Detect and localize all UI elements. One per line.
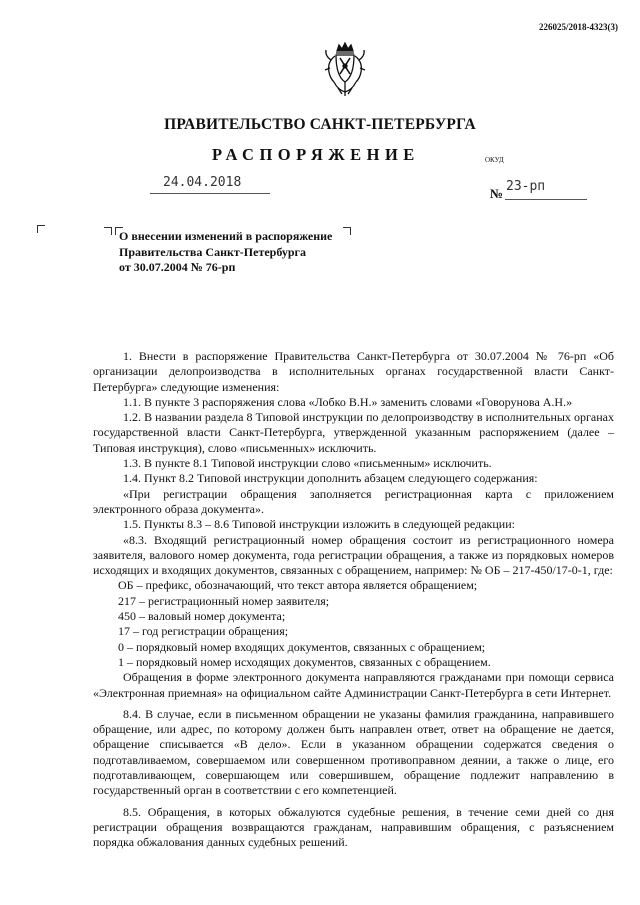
bracket-corner-mark (104, 227, 112, 235)
okud-label: ОКУД (485, 156, 504, 164)
document-number: 23-рп (506, 179, 546, 194)
subject-line: О внесении изменений в распоряжение (119, 229, 333, 243)
list-item: 0 – порядковый номер входящих документов, связанных с обращением; (118, 639, 486, 654)
document-body (93, 349, 614, 851)
list-item: 217 – регистрационный номер заявителя; (118, 593, 330, 608)
paragraph-1-2: 1.2. В названии раздела 8 Типовой инструкции по делопроизводству в исполнительных органах государственной власти Санкт-Петербурга, утвержденной указанным распоряжением (далее – Типовая инструкция), слово «письменных» исключить. (93, 410, 614, 455)
paragraph-8-3: «8.3. Входящий регистрационный номер обращения состоит из регистрационного номера заявителя, валового номер документа, года регистрации обращения, а также из порядковых номеров исходящих и входящих документов, связанных с обращением, например: № ОБ – 217-450/17-0-1, где: (93, 532, 614, 578)
document-date: 24.04.2018 (163, 175, 242, 190)
subject-line: Правительства Санкт-Петербурга (119, 244, 307, 259)
date-underline (150, 193, 270, 194)
paragraph-electronic-appeals: Обращения в форме электронного документа направляются гражданами при помощи сервиса «Электронная приемная» на официальном сайте Администрации Санкт-Петербурга в сети Интернет. (93, 670, 614, 700)
document-registration-number: 226025/2018-4323(3) (539, 22, 618, 32)
number-sign: № (490, 186, 504, 201)
paragraph-1-3: 1.3. В пункте 8.1 Типовой инструкции слово «письменным» исключить. (123, 456, 492, 471)
document-type-heading: РАСПОРЯЖЕНИЕ (212, 145, 420, 164)
document-subject (119, 229, 359, 276)
paragraph-1-1: 1.1. В пункте 3 распоряжения слова «Лобко В.Н.» заменить словами «Говорунова А.Н.» (123, 394, 573, 409)
paragraph-1-4-quote: «При регистрации обращения заполняется регистрационная карта с приложением электронного образа документа». (93, 486, 614, 516)
coat-of-arms-icon (322, 42, 368, 98)
subject-line: от 30.07.2004 № 76-рп (119, 260, 236, 274)
list-item: 17 – год регистрации обращения; (118, 624, 289, 639)
paragraph-1: 1. Внести в распоряжение Правительства Санкт-Петербурга от 30.07.2004 № 76-рп «Об организации делопроизводства в исполнительных органах государственной власти Санкт-Петербурга» следующие изменения: (93, 349, 614, 394)
list-item: 450 – валовый номер документа; (118, 609, 286, 624)
paragraph-8-5: 8.5. Обращения, в которых обжалуются судебные решения, в течение семи дней со дня регистрации обращения возвращаются гражданам, направившим обращения, с разъяснением порядка обжалования данных судебных решений. (93, 804, 614, 850)
paragraph-1-4: 1.4. Пункт 8.2 Типовой инструкции дополнить абзацем следующего содержания: (123, 471, 538, 486)
bracket-corner-mark (37, 225, 45, 233)
paragraph-8-4: 8.4. В случае, если в письменном обращении не указаны фамилия гражданина, направившего обращение, или адрес, по которому должен быть направлен ответ, ответ на обращение не дается, обращение списывается «В дело». Если в указанном обращении содержатся сведения о подготавливаемом, совершаемом или совершенном противоправном деянии, а также о лице, его подготавливающем, совершающем или совершившем, обращение подлежит направлению в государственный орган в соответствии с его компетенцией. (93, 706, 614, 798)
list-item: 1 – порядковый номер исходящих документов, связанных с обращением. (118, 654, 491, 669)
government-title: ПРАВИТЕЛЬСТВО САНКТ-ПЕТЕРБУРГА (164, 116, 476, 133)
list-item: ОБ – префикс, обозначающий, что текст автора является обращением; (118, 578, 478, 593)
paragraph-1-5: 1.5. Пункты 8.3 – 8.6 Типовой инструкции изложить в следующей редакции: (123, 517, 515, 532)
number-underline (505, 199, 587, 200)
